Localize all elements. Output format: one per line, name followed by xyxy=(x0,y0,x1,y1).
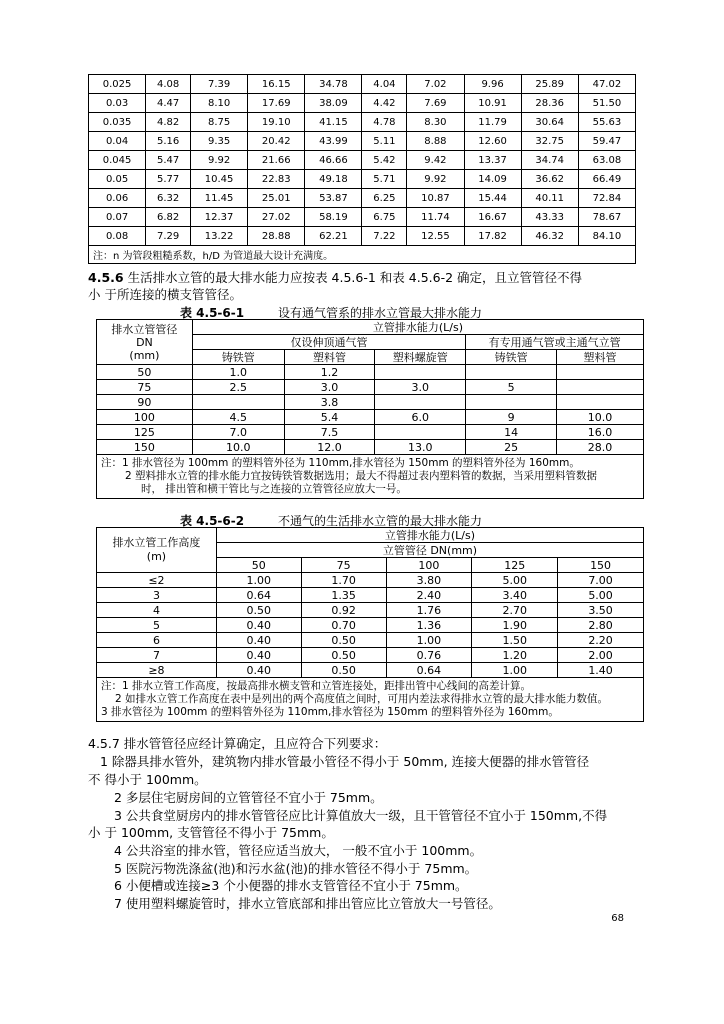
table-cell: 34.78 xyxy=(305,75,362,94)
table-cell: 25 xyxy=(466,440,557,455)
table-cell: 1.00 xyxy=(386,633,472,648)
table-row xyxy=(89,189,636,208)
table-cell: 2.5 xyxy=(192,380,284,395)
table-row xyxy=(97,648,644,663)
table-cell: 10.91 xyxy=(464,94,521,113)
section-457-item: 5 医院污物洗涤盆(池)和污水盆(池)的排水管径不得小于 75mm。 xyxy=(114,861,478,876)
table-cell: 5.4 xyxy=(284,410,375,425)
table-cell: 15.44 xyxy=(464,189,521,208)
table-cell: 66.49 xyxy=(578,170,635,189)
table-cell: 7.02 xyxy=(407,75,464,94)
table-cell: 3.8 xyxy=(284,395,375,410)
table-cell: 27.02 xyxy=(248,208,305,227)
table-cell: 5.71 xyxy=(362,170,407,189)
table-cell: 3.0 xyxy=(375,380,466,395)
table-cell: 0.40 xyxy=(216,648,301,663)
table-cell: 9.42 xyxy=(407,151,464,170)
table-cell: 0.06 xyxy=(89,189,146,208)
table-row xyxy=(97,410,644,425)
table-cell xyxy=(466,395,557,410)
table-cell: 6.25 xyxy=(362,189,407,208)
table-cell: 14 xyxy=(466,425,557,440)
table-row xyxy=(89,94,636,113)
table-cell: 1.50 xyxy=(472,633,558,648)
table-row xyxy=(89,75,636,94)
t3-size-header: 150 xyxy=(558,558,644,573)
table-cell: 5.47 xyxy=(146,151,191,170)
table-cell: 17.82 xyxy=(464,227,521,246)
table-cell: 72.84 xyxy=(578,189,635,208)
table-cell: 4.78 xyxy=(362,113,407,132)
table-cell: 43.99 xyxy=(305,132,362,151)
table-cell: 1.36 xyxy=(386,618,472,633)
table-cell: 9.35 xyxy=(191,132,248,151)
table-cell: 4.47 xyxy=(146,94,191,113)
table-row xyxy=(97,573,644,588)
page-number: 68 xyxy=(611,913,624,924)
vented-stack-capacity-table xyxy=(96,319,644,499)
table2-note: 注：1 排水管径为 100mm 的塑料管外径为 110mm,排水管径为 150mm 的塑料管外径为 160mm。 2 塑料排水立管的排水能力宜按铸铁管数据选用；最大不得超过表内塑料管的数据，当采用塑料管数据 时， 排出管和横干管比与之连接的立管管径应放大一号。 xyxy=(97,455,644,499)
table2-caption-title: 设有通气管系的排水立管最大排水能力 xyxy=(277,306,482,320)
t2-sub-header: 铸铁管 xyxy=(192,350,284,365)
table-cell: 3.80 xyxy=(386,573,472,588)
table-cell: 5.42 xyxy=(362,151,407,170)
table-cell: 3.0 xyxy=(284,380,375,395)
table-cell: 16.67 xyxy=(464,208,521,227)
t2-header-group2: 有专用通气管或主通气立管 xyxy=(466,335,644,350)
table-cell: 0.64 xyxy=(216,588,301,603)
table-cell: 10.0 xyxy=(192,440,284,455)
table-cell: 9.92 xyxy=(191,151,248,170)
table-cell: 1.20 xyxy=(472,648,558,663)
table-cell: 2.40 xyxy=(386,588,472,603)
table-cell: 0.64 xyxy=(386,663,472,678)
table-row xyxy=(97,633,644,648)
table-cell: 32.75 xyxy=(521,132,578,151)
table-cell: 11.45 xyxy=(191,189,248,208)
table-cell: 1.2 xyxy=(284,365,375,380)
table-cell: 0.50 xyxy=(301,648,386,663)
table-cell: 5.16 xyxy=(146,132,191,151)
table-cell: 0.04 xyxy=(89,132,146,151)
table-cell: 0.045 xyxy=(89,151,146,170)
table-cell: 2.00 xyxy=(558,648,644,663)
table-cell: 6.75 xyxy=(362,208,407,227)
table-cell: 7.22 xyxy=(362,227,407,246)
table-cell: 46.66 xyxy=(305,151,362,170)
table3-note: 注：1 排水立管工作高度，按最高排水横支管和立管连接处，距排出管中心线间的高差计算。 2 如排水立管工作高度在表中是列出的两个高度值之间时，可用内差法求得排水立管的最大排水能力数值。 3 排水管径为 100mm 的塑料管外径为 110mm,排水管径为 150mm 的塑料管外径为 160mm。 xyxy=(97,678,644,722)
table-cell: 10.0 xyxy=(557,410,644,425)
table-cell: 4 xyxy=(97,603,217,618)
table-cell: 36.62 xyxy=(521,170,578,189)
table-cell: 5.00 xyxy=(558,588,644,603)
table-cell: 2.20 xyxy=(558,633,644,648)
table-cell: 0.50 xyxy=(301,633,386,648)
table3-caption-num: 表 4.5-6-2 xyxy=(180,514,245,528)
t2-header-group1: 仅设伸顶通气管 xyxy=(192,335,465,350)
table-cell: 0.035 xyxy=(89,113,146,132)
table-cell: 34.74 xyxy=(521,151,578,170)
table-cell: 13.0 xyxy=(375,440,466,455)
table-row xyxy=(97,365,644,380)
table-cell: 58.19 xyxy=(305,208,362,227)
table-cell: 16.15 xyxy=(248,75,305,94)
table-cell xyxy=(557,395,644,410)
table-cell: 7.29 xyxy=(146,227,191,246)
table-cell: 7.0 xyxy=(192,425,284,440)
table-cell: 19.10 xyxy=(248,113,305,132)
table-cell: 10.45 xyxy=(191,170,248,189)
table2-caption-num: 表 4.5-6-1 xyxy=(180,306,245,320)
table-row xyxy=(97,425,644,440)
table-row xyxy=(89,151,636,170)
table-cell: 8.10 xyxy=(191,94,248,113)
table-cell: 5.77 xyxy=(146,170,191,189)
table-cell: 9 xyxy=(466,410,557,425)
t3-size-header: 125 xyxy=(472,558,558,573)
table-cell: 3.50 xyxy=(558,603,644,618)
table-cell: 8.30 xyxy=(407,113,464,132)
t3-size-header: 50 xyxy=(216,558,301,573)
table-cell: 55.63 xyxy=(578,113,635,132)
table-row xyxy=(97,395,644,410)
table-cell: 2.80 xyxy=(558,618,644,633)
table-cell: 1.70 xyxy=(301,573,386,588)
table-row xyxy=(97,663,644,678)
section-457-item: 小 于 100mm, 支管管径不得小于 75mm。 xyxy=(88,825,334,840)
unvented-stack-capacity-table xyxy=(96,527,644,722)
section-456-text: 生活排水立管的最大排水能力应按表 4.5.6-1 和表 4.5.6-2 确定，且立管管径不得 xyxy=(127,270,583,285)
table-row xyxy=(89,170,636,189)
table-cell: 41.15 xyxy=(305,113,362,132)
section-457-item: 4 公共浴室的排水管，管径应适当放大， 一般不宜小于 100mm。 xyxy=(114,843,483,858)
table-cell: 40.11 xyxy=(521,189,578,208)
table-cell: 5.11 xyxy=(362,132,407,151)
table-cell: 16.0 xyxy=(557,425,644,440)
table-row xyxy=(89,132,636,151)
table-cell: 9.96 xyxy=(464,75,521,94)
table-cell: 6.32 xyxy=(146,189,191,208)
table-cell: 0.025 xyxy=(89,75,146,94)
table-cell: 47.02 xyxy=(578,75,635,94)
table-cell: 1.40 xyxy=(558,663,644,678)
table-cell: 28.0 xyxy=(557,440,644,455)
table-cell: 30.64 xyxy=(521,113,578,132)
t2-header-diameter: 排水立管管径 DN (mm) xyxy=(97,320,193,365)
table-cell: 7.69 xyxy=(407,94,464,113)
section-457-item: 2 多层住宅厨房间的立管管径不宜小于 75mm。 xyxy=(114,790,383,805)
table-cell: 0.50 xyxy=(216,603,301,618)
table-cell: 0.03 xyxy=(89,94,146,113)
table-cell: 21.66 xyxy=(248,151,305,170)
table-cell: 1.90 xyxy=(472,618,558,633)
table-cell: 13.22 xyxy=(191,227,248,246)
table-cell: 84.10 xyxy=(578,227,635,246)
table1-note: 注：n 为管段粗糙系数，h/D 为管道最大设计充满度。 xyxy=(89,246,636,264)
table-cell: 12.37 xyxy=(191,208,248,227)
table-cell: 4.82 xyxy=(146,113,191,132)
table-cell: 0.08 xyxy=(89,227,146,246)
table-cell: 28.36 xyxy=(521,94,578,113)
table-cell xyxy=(375,425,466,440)
table-cell: 50 xyxy=(97,365,193,380)
table-cell: 8.88 xyxy=(407,132,464,151)
table-cell: ≤2 xyxy=(97,573,217,588)
table-cell: 7.5 xyxy=(284,425,375,440)
t3-header-capacity: 立管排水能力(L/s) xyxy=(216,528,643,543)
table-cell: 7.00 xyxy=(558,573,644,588)
table-cell: 38.09 xyxy=(305,94,362,113)
table-row xyxy=(97,380,644,395)
table-row xyxy=(89,113,636,132)
table-cell: 0.76 xyxy=(386,648,472,663)
t3-header-height: 排水立管工作高度 (m) xyxy=(97,528,217,573)
table-cell xyxy=(375,365,466,380)
table-cell: 7 xyxy=(97,648,217,663)
table-cell xyxy=(557,365,644,380)
table-cell: 125 xyxy=(97,425,193,440)
table-cell: 100 xyxy=(97,410,193,425)
table-row xyxy=(89,208,636,227)
table-cell: ≥8 xyxy=(97,663,217,678)
table-cell: 0.40 xyxy=(216,618,301,633)
table-cell: 75 xyxy=(97,380,193,395)
table-cell: 7.39 xyxy=(191,75,248,94)
table-cell: 14.09 xyxy=(464,170,521,189)
t3-size-header: 100 xyxy=(386,558,472,573)
table-cell: 51.50 xyxy=(578,94,635,113)
table-cell: 90 xyxy=(97,395,193,410)
table-cell: 0.70 xyxy=(301,618,386,633)
table3-caption-title: 不通气的生活排水立管的最大排水能力 xyxy=(277,514,482,528)
table-row xyxy=(97,603,644,618)
table-cell: 43.33 xyxy=(521,208,578,227)
table-cell xyxy=(557,380,644,395)
table-cell: 9.92 xyxy=(407,170,464,189)
table-cell: 3 xyxy=(97,588,217,603)
table-cell: 1.00 xyxy=(472,663,558,678)
t3-size-header: 75 xyxy=(301,558,386,573)
t2-sub-header: 塑料螺旋管 xyxy=(375,350,466,365)
table-cell: 1.76 xyxy=(386,603,472,618)
table-cell: 62.21 xyxy=(305,227,362,246)
table-cell: 22.83 xyxy=(248,170,305,189)
table-row xyxy=(97,440,644,455)
table-cell: 1.0 xyxy=(192,365,284,380)
table-cell: 2.70 xyxy=(472,603,558,618)
table-cell: 13.37 xyxy=(464,151,521,170)
table-cell: 0.92 xyxy=(301,603,386,618)
table-cell: 1.00 xyxy=(216,573,301,588)
table-cell: 5.00 xyxy=(472,573,558,588)
t2-sub-header: 铸铁管 xyxy=(466,350,557,365)
table-cell: 12.55 xyxy=(407,227,464,246)
table-cell xyxy=(466,365,557,380)
table-cell xyxy=(375,395,466,410)
section-457-item: 不 得小于 100mm。 xyxy=(88,772,207,787)
table-cell: 11.74 xyxy=(407,208,464,227)
table-cell: 0.50 xyxy=(301,663,386,678)
table-cell: 46.32 xyxy=(521,227,578,246)
table-row xyxy=(89,227,636,246)
table-cell: 25.01 xyxy=(248,189,305,208)
table-cell: 4.42 xyxy=(362,94,407,113)
table-cell: 49.18 xyxy=(305,170,362,189)
section-457-item: 3 公共食堂厨房内的排水管管径应比计算值放大一级，且干管管径不宜小于 150mm,不得 xyxy=(114,808,608,823)
table-cell: 10.87 xyxy=(407,189,464,208)
table-cell: 6.0 xyxy=(375,410,466,425)
section-457-item: 6 小便槽或连接≥3 个小便器的排水支管管径不宜小于 75mm。 xyxy=(114,878,468,893)
table-cell: 4.5 xyxy=(192,410,284,425)
table-cell: 0.07 xyxy=(89,208,146,227)
table-cell: 6 xyxy=(97,633,217,648)
table-cell: 11.79 xyxy=(464,113,521,132)
table-cell: 3.40 xyxy=(472,588,558,603)
table-cell xyxy=(192,395,284,410)
section-456-line1 xyxy=(88,268,648,286)
table-cell: 5 xyxy=(97,618,217,633)
table-cell: 12.0 xyxy=(284,440,375,455)
t2-sub-header: 塑料管 xyxy=(284,350,375,365)
section-457-item: 1 除器具排水管外，建筑物内排水管最小管径不得小于 50mm, 连接大便器的排水管管径 xyxy=(100,754,590,769)
table-row xyxy=(97,588,644,603)
table-cell: 0.40 xyxy=(216,663,301,678)
table-cell: 150 xyxy=(97,440,193,455)
table-cell: 5 xyxy=(466,380,557,395)
table-cell: 53.87 xyxy=(305,189,362,208)
section-456-number: 4.5.6 xyxy=(88,270,124,285)
t3-header-dn: 立管管径 DN(mm) xyxy=(216,543,643,558)
t2-sub-header: 塑料管 xyxy=(557,350,644,365)
table-cell: 0.40 xyxy=(216,633,301,648)
t2-header-capacity: 立管排水能力(L/s) xyxy=(192,320,643,335)
table-cell: 78.67 xyxy=(578,208,635,227)
table-cell: 20.42 xyxy=(248,132,305,151)
table-cell: 1.35 xyxy=(301,588,386,603)
table-cell: 63.08 xyxy=(578,151,635,170)
table-cell: 28.88 xyxy=(248,227,305,246)
table-cell: 4.04 xyxy=(362,75,407,94)
table-cell: 8.75 xyxy=(191,113,248,132)
table-cell: 0.05 xyxy=(89,170,146,189)
table-cell: 59.47 xyxy=(578,132,635,151)
table-cell: 17.69 xyxy=(248,94,305,113)
table-row xyxy=(97,618,644,633)
table-cell: 6.82 xyxy=(146,208,191,227)
table-cell: 12.60 xyxy=(464,132,521,151)
roughness-table xyxy=(88,74,636,264)
section-457-heading: 4.5.7 排水管管径应经计算确定，且应符合下列要求： xyxy=(88,736,387,751)
section-457-item: 7 使用塑料螺旋管时，排水立管底部和排出管应比立管放大一号管径。 xyxy=(114,896,501,911)
table-cell: 4.08 xyxy=(146,75,191,94)
section-456-line2: 小 于所连接的横支管管径。 xyxy=(88,287,242,302)
table-cell: 25.89 xyxy=(521,75,578,94)
